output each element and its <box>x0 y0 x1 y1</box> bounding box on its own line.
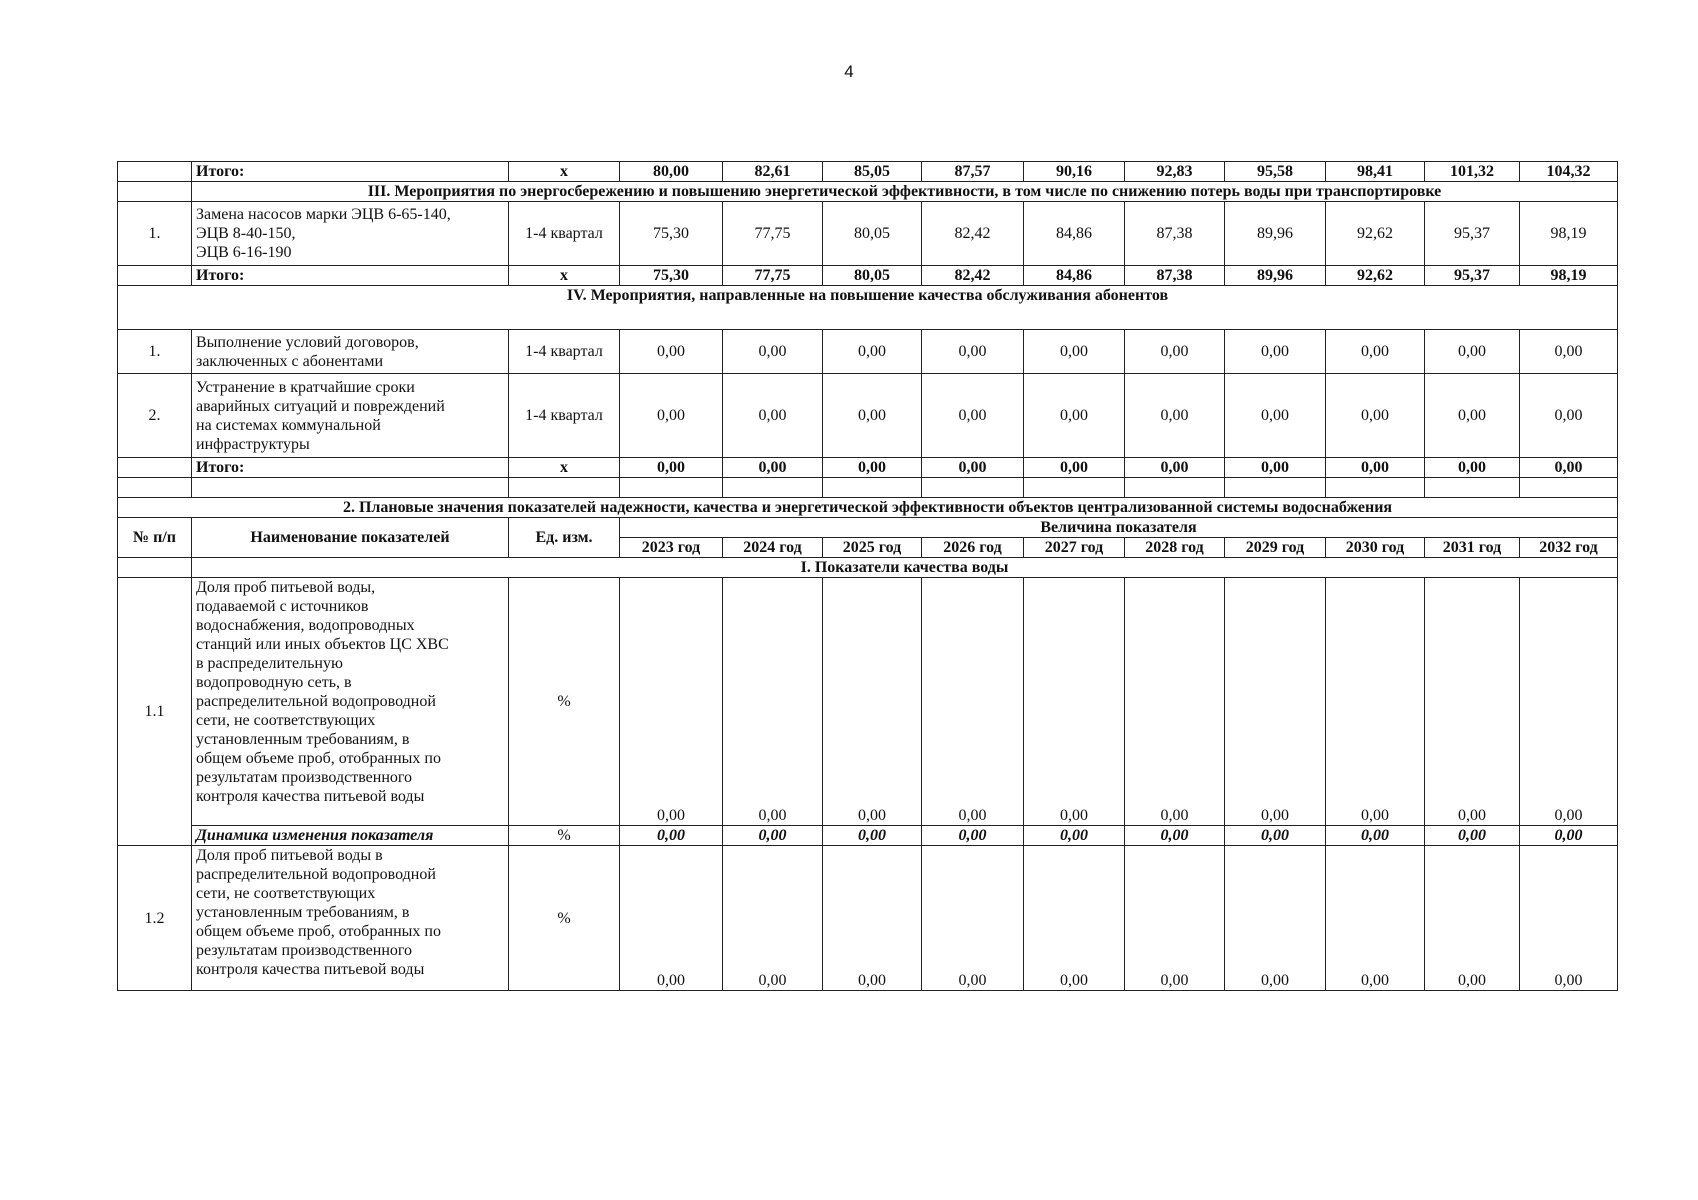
value-cell: 0,00 <box>1520 578 1618 826</box>
year-header: 2026 год <box>922 538 1024 558</box>
total-value: 80,00 <box>620 162 723 182</box>
value-cell: 0,00 <box>1125 846 1225 991</box>
value-cell: 0,00 <box>1520 846 1618 991</box>
value-cell: 0,00 <box>1225 330 1326 374</box>
row-number: 2. <box>118 374 192 458</box>
value-cell: 0,00 <box>1225 374 1326 458</box>
x-mark: х <box>509 266 620 286</box>
table-row <box>118 266 1618 286</box>
value-cell: 0,00 <box>1520 374 1618 458</box>
value-cell: 0,00 <box>620 846 723 991</box>
total-value: 87,57 <box>922 162 1024 182</box>
header-number: № п/п <box>118 518 192 558</box>
value-cell: 0,00 <box>823 578 922 826</box>
year-header: 2025 год <box>823 538 922 558</box>
total-value: 0,00 <box>620 458 723 478</box>
row-number: 1. <box>118 202 192 266</box>
total-value: 92,62 <box>1326 266 1425 286</box>
value-cell: 0,00 <box>922 578 1024 826</box>
unit-cell: % <box>509 826 620 846</box>
total-value: 0,00 <box>1425 458 1520 478</box>
value-cell: 92,62 <box>1326 202 1425 266</box>
total-value: 95,58 <box>1225 162 1326 182</box>
total-value: 77,75 <box>723 266 823 286</box>
header-row <box>118 518 1618 538</box>
year-header: 2030 год <box>1326 538 1425 558</box>
indicator-name: Доля проб питьевой воды в распределительной водопроводной сети, не соответствующих установленным требованиям, в общем объеме проб, отобранных по результатам производственного контроля качества питьевой воды <box>192 846 509 991</box>
period: 1-4 квартал <box>509 330 620 374</box>
value-cell: 0,00 <box>922 374 1024 458</box>
year-header: 2024 год <box>723 538 823 558</box>
year-header: 2031 год <box>1425 538 1520 558</box>
total-label: Итого: <box>192 162 509 182</box>
unit-cell: % <box>509 578 620 826</box>
value-cell: 0,00 <box>922 330 1024 374</box>
value-cell: 0,00 <box>723 578 823 826</box>
dynamics-value: 0,00 <box>1225 826 1326 846</box>
total-value: 82,42 <box>922 266 1024 286</box>
value-cell: 0,00 <box>723 374 823 458</box>
value-cell: 0,00 <box>1326 330 1425 374</box>
dynamics-value: 0,00 <box>1425 826 1520 846</box>
x-mark: х <box>509 458 620 478</box>
total-value: 104,32 <box>1520 162 1618 182</box>
total-value: 0,00 <box>823 458 922 478</box>
total-value: 0,00 <box>1125 458 1225 478</box>
year-header: 2023 год <box>620 538 723 558</box>
total-value: 95,37 <box>1425 266 1520 286</box>
part2-title: 2. Плановые значения показателей надежности, качества и энергетической эффективности объектов централизованной системы водоснабжения <box>118 498 1618 518</box>
value-cell: 0,00 <box>620 374 723 458</box>
dynamics-row <box>118 826 1618 846</box>
value-cell: 0,00 <box>1520 330 1618 374</box>
year-header: 2027 год <box>1024 538 1125 558</box>
value-cell: 0,00 <box>1326 846 1425 991</box>
section-row <box>118 182 1618 202</box>
total-label: Итого: <box>192 458 509 478</box>
total-value: 87,38 <box>1125 266 1225 286</box>
header-unit: Ед. изм. <box>509 518 620 558</box>
dynamics-value: 0,00 <box>1520 826 1618 846</box>
indicator-row <box>118 578 1618 826</box>
dynamics-value: 0,00 <box>620 826 723 846</box>
unit-cell: % <box>509 846 620 991</box>
value-cell: 75,30 <box>620 202 723 266</box>
subsection-title: I. Показатели качества воды <box>192 558 1618 578</box>
value-cell: 0,00 <box>922 846 1024 991</box>
indicator-name: Выполнение условий договоров, заключенных с абонентами <box>192 330 509 374</box>
empty-row <box>118 478 1618 498</box>
table-row <box>118 162 1618 182</box>
value-cell: 0,00 <box>620 578 723 826</box>
total-value: 90,16 <box>1024 162 1125 182</box>
section-row <box>118 286 1618 330</box>
total-value: 85,05 <box>823 162 922 182</box>
x-mark: х <box>509 162 620 182</box>
row-number: 1.2 <box>118 846 192 991</box>
total-value: 0,00 <box>922 458 1024 478</box>
year-header: 2029 год <box>1225 538 1326 558</box>
table-row <box>118 330 1618 374</box>
year-header: 2028 год <box>1125 538 1225 558</box>
total-value: 89,96 <box>1225 266 1326 286</box>
section-row <box>118 498 1618 518</box>
row-number: 1. <box>118 330 192 374</box>
total-value: 0,00 <box>1225 458 1326 478</box>
total-value: 0,00 <box>1520 458 1618 478</box>
value-cell: 0,00 <box>1024 330 1125 374</box>
value-cell: 0,00 <box>1024 846 1125 991</box>
period: 1-4 квартал <box>509 374 620 458</box>
total-value: 82,61 <box>723 162 823 182</box>
value-cell: 0,00 <box>1125 578 1225 826</box>
total-value: 98,41 <box>1326 162 1425 182</box>
section-title: III. Мероприятия по энергосбережению и повышению энергетической эффективности, в том числе по снижению потерь воды при транспортировке <box>192 182 1618 202</box>
indicator-name: Замена насосов марки ЭЦВ 6-65-140, ЭЦВ 8-40-150, ЭЦВ 6-16-190 <box>192 202 509 266</box>
value-cell: 95,37 <box>1425 202 1520 266</box>
value-cell: 0,00 <box>723 846 823 991</box>
plan-table <box>117 161 1618 991</box>
value-cell: 0,00 <box>823 846 922 991</box>
indicator-row <box>118 846 1618 991</box>
total-value: 98,19 <box>1520 266 1618 286</box>
value-cell: 0,00 <box>1425 846 1520 991</box>
total-value: 101,32 <box>1425 162 1520 182</box>
table-row <box>118 458 1618 478</box>
value-cell: 0,00 <box>1125 330 1225 374</box>
total-value: 80,05 <box>823 266 922 286</box>
row-number: 1.1 <box>118 578 192 846</box>
value-cell: 98,19 <box>1520 202 1618 266</box>
value-cell: 0,00 <box>1425 330 1520 374</box>
dynamics-label: Динамика изменения показателя <box>192 826 509 846</box>
total-value: 0,00 <box>1024 458 1125 478</box>
value-cell: 82,42 <box>922 202 1024 266</box>
page-number: 4 <box>844 62 854 81</box>
value-cell: 0,00 <box>1326 578 1425 826</box>
total-value: 92,83 <box>1125 162 1225 182</box>
indicator-name: Устранение в кратчайшие сроки аварийных ситуаций и повреждений на системах коммунальной инфраструктуры <box>192 374 509 458</box>
value-cell: 84,86 <box>1024 202 1125 266</box>
value-cell: 0,00 <box>1326 374 1425 458</box>
value-cell: 89,96 <box>1225 202 1326 266</box>
period: 1-4 квартал <box>509 202 620 266</box>
dynamics-value: 0,00 <box>823 826 922 846</box>
value-cell: 77,75 <box>723 202 823 266</box>
indicator-name: Доля проб питьевой воды, подаваемой с источников водоснабжения, водопроводных станций или иных объектов ЦС ХВС в распределительную водопроводную сеть, в распределительной водопроводной сети, не соответствующих установленным требованиям, в общем объеме проб, отобранных по результатам производственного контроля качества питьевой воды <box>192 578 509 826</box>
value-cell: 0,00 <box>823 330 922 374</box>
total-value: 0,00 <box>723 458 823 478</box>
value-cell: 0,00 <box>620 330 723 374</box>
header-value-group: Величина показателя <box>620 518 1618 538</box>
value-cell: 87,38 <box>1125 202 1225 266</box>
dynamics-value: 0,00 <box>723 826 823 846</box>
value-cell: 80,05 <box>823 202 922 266</box>
value-cell: 0,00 <box>1024 578 1125 826</box>
value-cell: 0,00 <box>1425 578 1520 826</box>
table-row <box>118 202 1618 266</box>
value-cell: 0,00 <box>1425 374 1520 458</box>
section-title: IV. Мероприятия, направленные на повышение качества обслуживания абонентов <box>118 286 1618 330</box>
dynamics-value: 0,00 <box>1326 826 1425 846</box>
value-cell: 0,00 <box>1225 578 1326 826</box>
value-cell: 0,00 <box>1125 374 1225 458</box>
dynamics-value: 0,00 <box>922 826 1024 846</box>
section-row <box>118 558 1618 578</box>
value-cell: 0,00 <box>823 374 922 458</box>
total-value: 84,86 <box>1024 266 1125 286</box>
total-label: Итого: <box>192 266 509 286</box>
value-cell: 0,00 <box>1225 846 1326 991</box>
value-cell: 0,00 <box>723 330 823 374</box>
total-value: 0,00 <box>1326 458 1425 478</box>
year-header: 2032 год <box>1520 538 1618 558</box>
value-cell: 0,00 <box>1024 374 1125 458</box>
total-value: 75,30 <box>620 266 723 286</box>
table-row <box>118 374 1618 458</box>
header-name: Наименование показателей <box>192 518 509 558</box>
dynamics-value: 0,00 <box>1024 826 1125 846</box>
dynamics-value: 0,00 <box>1125 826 1225 846</box>
